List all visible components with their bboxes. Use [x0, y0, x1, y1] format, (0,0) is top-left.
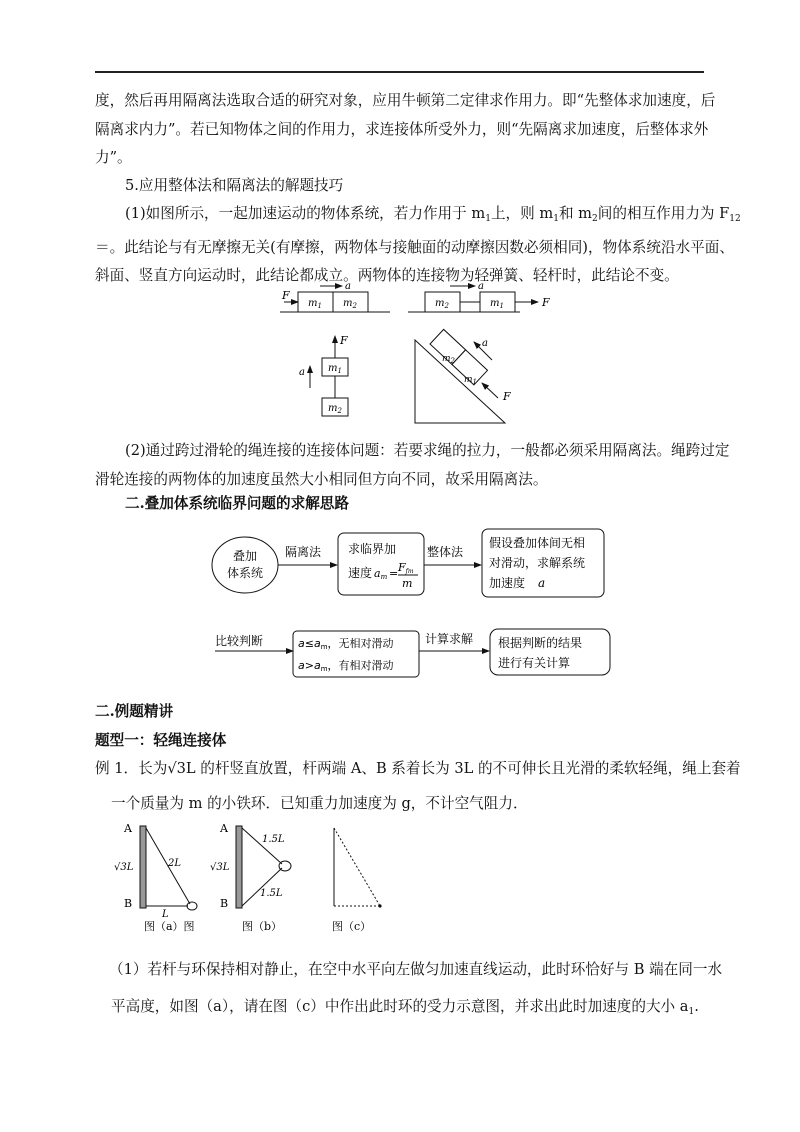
svg-text:速度: 速度 — [348, 566, 373, 580]
svg-text:1.5L: 1.5L — [260, 888, 283, 899]
question-1-text — [95, 956, 723, 1026]
svg-text:m1: $m_1$ — [464, 375, 478, 386]
svg-text:am: am — [374, 567, 388, 581]
text-line: 度，然后再用隔离法选取合适的研究对象，应用牛顿第二定律求作用力。即“先整体求加速度，后 — [95, 92, 716, 109]
svg-text:√3L: √3L — [114, 862, 134, 873]
figure-c — [332, 828, 382, 933]
start-ellipse — [212, 537, 278, 593]
figure-b — [210, 822, 291, 933]
critical-flowchart — [205, 525, 625, 685]
connected-bodies-figure — [270, 278, 570, 428]
svg-text:m2: $m_2$ — [328, 403, 342, 415]
accel-label: a — [482, 338, 488, 349]
figure-a — [114, 822, 197, 933]
text-line: （1）若杆与环保持相对静止，在空中水平向左做匀加速直线运动，此时环恰好与 B 端在同一水 — [109, 961, 723, 978]
svg-text:B: B — [124, 897, 133, 910]
text-line: (2)通过跨过滑轮的绳连接的连接体问题：若要求绳的拉力，一般都必须采用隔离法。绳跨过定 — [125, 442, 730, 459]
svg-text:Ffm: Ffm — [398, 561, 414, 575]
force-label: F — [282, 289, 290, 302]
svg-text:根据判断的结果: 根据判断的结果 — [498, 636, 583, 650]
svg-text:√3L: √3L — [210, 862, 230, 873]
svg-text:a: a — [538, 576, 546, 590]
paragraph-overall-method — [95, 87, 716, 173]
svg-text:体系统: 体系统 — [226, 566, 264, 580]
text-line: 力”。 — [95, 149, 132, 166]
accel-label: a — [345, 281, 351, 292]
force-label: F — [542, 296, 550, 309]
svg-text:A: A — [124, 822, 132, 835]
caption-a: 图（a）图 — [144, 920, 195, 933]
svg-text:m: m — [402, 577, 413, 590]
rod-figures — [110, 818, 410, 938]
svg-text:m1: $m_1$ — [308, 298, 322, 310]
svg-text:叠加: 叠加 — [232, 549, 258, 563]
svg-text:m2: $m_2$ — [435, 298, 449, 310]
incline-pair — [415, 329, 511, 423]
horizontal-pair-left — [280, 281, 390, 312]
text-line: 例 1．长为√3L 的杆竖直放置，杆两端 A、B 系着长为 3L 的不可伸长且光滑的柔软轻绳，绳上套着 — [95, 760, 741, 777]
svg-text:2L: 2L — [168, 858, 182, 869]
svg-text:加速度: 加速度 — [489, 576, 526, 590]
svg-text:a≤am，无相对滑动: a≤am，无相对滑动 — [298, 637, 394, 651]
paragraph-technique-2 — [95, 437, 730, 494]
text-line: 平高度，如图（a），请在图（c）中作出此时环的受力示意图，并求出此时加速度的大小 $a_1$. — [111, 997, 699, 1017]
svg-text:进行有关计算: 进行有关计算 — [498, 656, 571, 670]
example-1-text — [95, 755, 741, 818]
header-rule — [95, 71, 704, 73]
paragraph-technique-1 — [95, 200, 741, 291]
svg-text:B: B — [220, 897, 229, 910]
heading-type-1: 题型一：轻绳连接体 — [95, 732, 227, 749]
arrow-label-whole: 整体法 — [427, 545, 464, 559]
arrow-label-compute: 计算求解 — [425, 632, 474, 646]
item-5-title: 5.应用整体法和隔离法的解题技巧 — [125, 177, 344, 194]
svg-text:假设叠加体间无相: 假设叠加体间无相 — [489, 536, 586, 550]
vertical-pair — [299, 334, 348, 416]
svg-text:=: = — [389, 567, 399, 580]
svg-text:A: A — [220, 822, 228, 835]
caption-b: 图（b） — [242, 920, 283, 933]
accel-label: a — [299, 367, 305, 378]
compare-label: 比较判断 — [215, 634, 264, 648]
force-label: F — [503, 390, 511, 403]
svg-text:求临界加: 求临界加 — [348, 542, 397, 556]
horizontal-pair-right — [408, 281, 550, 312]
svg-text:m2: $m_2$ — [442, 354, 456, 365]
text-line: 一个质量为 m 的小铁环．已知重力加速度为 g，不计空气阻力． — [111, 794, 528, 812]
force-label: F — [340, 334, 348, 347]
svg-text:对滑动，求解系统: 对滑动，求解系统 — [489, 556, 586, 570]
accel-label: a — [478, 281, 484, 292]
svg-text:m1: $m_1$ — [490, 298, 504, 310]
heading-examples: 二.例题精讲 — [95, 703, 174, 720]
text-line: (1)如图所示，一起加速运动的物体系统，若力作用于 $m_1$上，则 $m_1$和 $m_2$间的相互作用力为 $F_{12}$ — [125, 205, 741, 224]
arrow-label-isolation: 隔离法 — [285, 545, 322, 559]
text-line: 滑轮连接的两物体的加速度虽然大小相同但方向不同，故采用隔离法。 — [95, 470, 548, 488]
svg-text:m1: $m_1$ — [328, 363, 342, 375]
text-line: 隔离求内力”。若已知物体之间的作用力，求连接体所受外力，则“先隔离求加速度，后整体求外 — [95, 120, 709, 138]
text-line: 斜面、竖直方向运动时，此结论都成立。两物体的连接物为轻弹簧、轻杆时，此结论不变。 — [95, 267, 679, 284]
svg-text:L: L — [162, 909, 169, 920]
svg-text:m2: $m_2$ — [343, 298, 357, 310]
text-line: ＝。此结论与有无摩擦无关(有摩擦，两物体与接触面的动摩擦因数必须相同)，物体系统沿水平面、 — [95, 238, 734, 256]
heading-stacked-critical: 二.叠加体系统临界问题的求解思路 — [125, 495, 349, 512]
caption-c: 图（c） — [332, 920, 372, 933]
svg-text:1.5L: 1.5L — [262, 834, 285, 845]
svg-text:a>am，有相对滑动: a>am，有相对滑动 — [298, 659, 394, 673]
